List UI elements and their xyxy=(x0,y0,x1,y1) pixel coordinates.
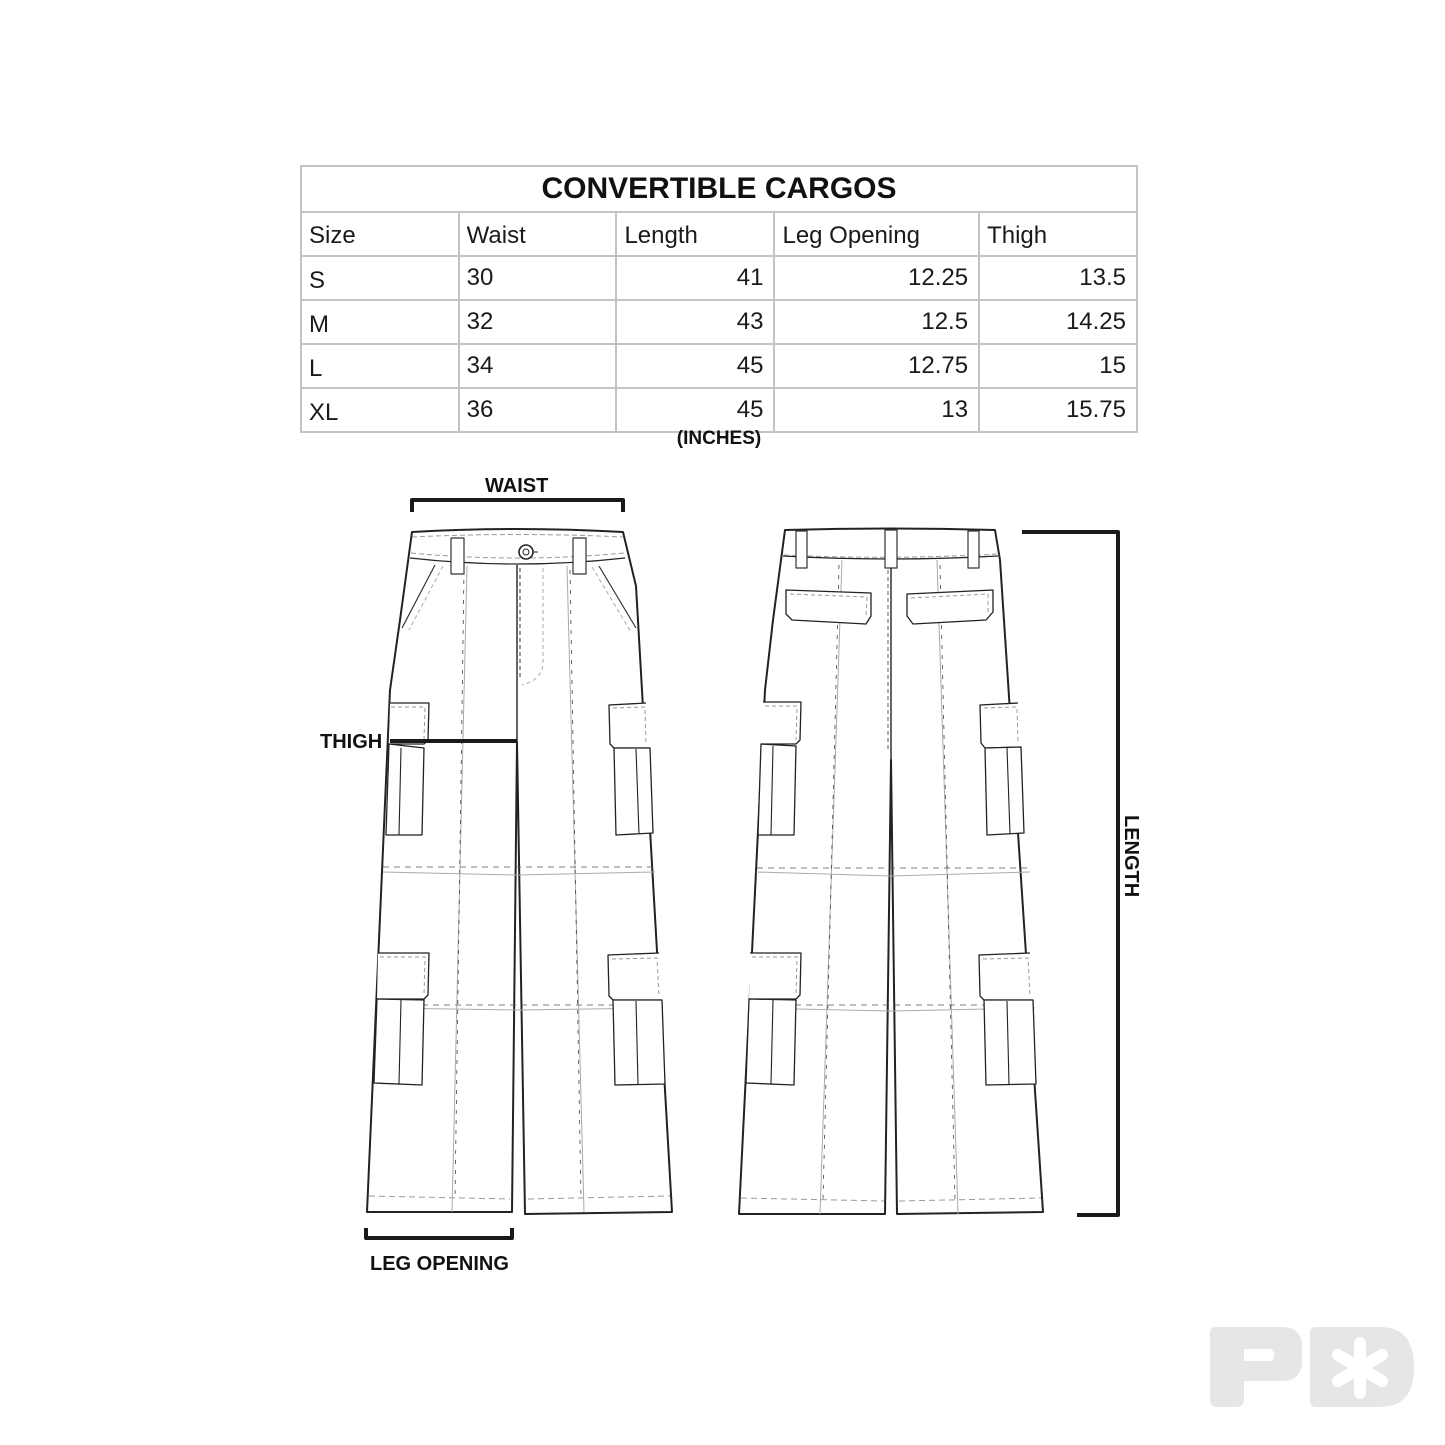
waist-cell: 30 xyxy=(459,256,617,300)
size-cell: XL xyxy=(301,388,459,432)
length-cell: 45 xyxy=(616,344,774,388)
thigh-cell: 15.75 xyxy=(979,388,1137,432)
back-view xyxy=(739,529,1043,1215)
thigh-cell: 14.25 xyxy=(979,300,1137,344)
front-view xyxy=(367,529,672,1214)
size-chart-title: CONVERTIBLE CARGOS xyxy=(301,166,1137,212)
length-cell: 41 xyxy=(616,256,774,300)
waist-cell: 36 xyxy=(459,388,617,432)
size-cell: L xyxy=(301,344,459,388)
column-header-thigh: Thigh xyxy=(979,212,1137,256)
length-callout: LENGTH xyxy=(1120,815,1142,898)
leg-opening-callout: LEG OPENING xyxy=(370,1253,509,1275)
column-header-leg-opening: Leg Opening xyxy=(774,212,979,256)
unit-label: (INCHES) xyxy=(676,428,762,449)
thigh-cell: 13.5 xyxy=(979,256,1137,300)
size-cell: S xyxy=(301,256,459,300)
leg-opening-cell: 13 xyxy=(774,388,979,432)
leg-opening-cell: 12.5 xyxy=(774,300,979,344)
column-header-length: Length xyxy=(616,212,774,256)
leg-opening-cell: 12.25 xyxy=(774,256,979,300)
waist-measure-bar xyxy=(412,500,623,512)
thigh-callout: THIGH xyxy=(320,731,383,753)
size-cell: M xyxy=(301,300,459,344)
leg-opening-cell: 12.75 xyxy=(774,344,979,388)
thigh-cell: 15 xyxy=(979,344,1137,388)
length-cell: 45 xyxy=(616,388,774,432)
leg-opening-measure-bar xyxy=(366,1228,512,1238)
length-cell: 43 xyxy=(616,300,774,344)
waist-cell: 34 xyxy=(459,344,617,388)
column-header-waist: Waist xyxy=(459,212,617,256)
column-header-size: Size xyxy=(301,212,459,256)
waist-callout: WAIST xyxy=(485,475,549,497)
pd-logo-icon xyxy=(1210,1327,1415,1409)
waist-cell: 32 xyxy=(459,300,617,344)
